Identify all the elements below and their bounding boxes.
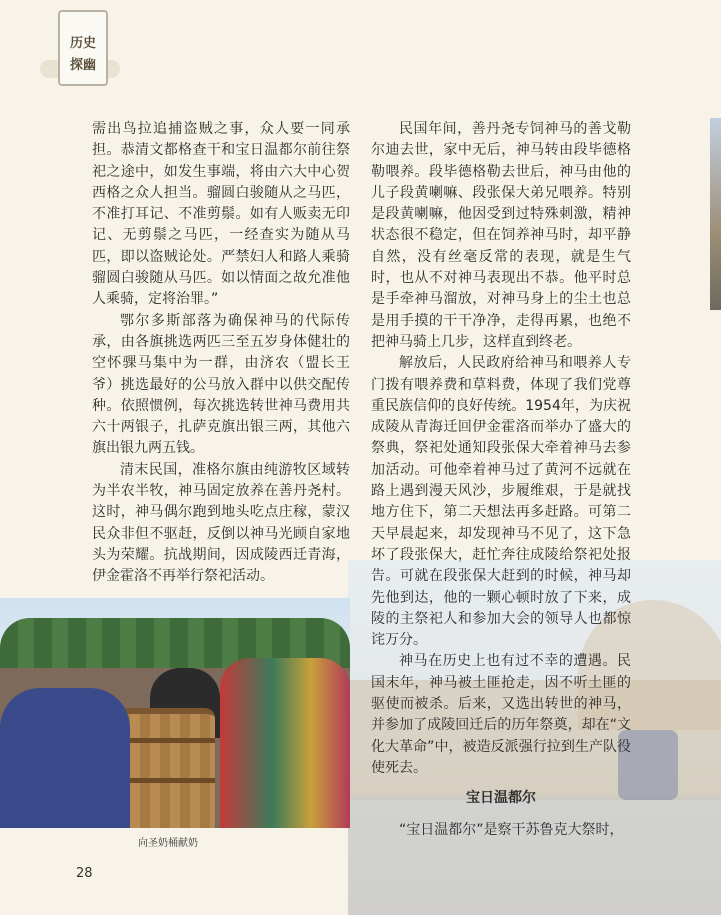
paragraph: 清末民国，准格尔旗由纯游牧区域转为半农半牧，神马固定放养在善丹尧村。这时，神马偶尔跑到地头吃点庄稼，蒙汉民众非但不驱赶，反倒以神马光顾自家地头为荣耀。抗战期间，因成陵西迁青海，伊金霍洛不再举行祭祀活动。 (92, 461, 350, 585)
paragraph: 需出鸟拉追捕盗贼之事，众人要一同承担。恭清文都格查干和宝日温都尔前往祭祀之途中，如发生事端，将由六大中心贺西格之众人担当。骝圆白骏随从之马匹，不准打耳记、不准剪鬃。如有人贩卖无印记、无剪鬃之马匹，一经查实为随从马匹，即以盗贼论处。严禁妇人和路人乘骑骝圆白骏随从马匹。如以情面之故允准他人乘骑，定将治罪。” (92, 121, 350, 308)
edge-photo-fragment (710, 118, 721, 310)
page-number: 28 (76, 866, 93, 881)
paragraph: 神马在历史上也有过不幸的遭遇。民国末年，神马被土匪抢走，因不听土匪的驱使而被杀。后来，又选出转世的神马，并参加了成陵回迁后的历年祭奠，却在“文化大革命”中，被造反派强行拉到生产队役使死去。 (371, 653, 631, 776)
left-text-column (92, 119, 350, 588)
milk-offering-photo (0, 598, 350, 828)
paragraph: “宝日温都尔”是察干苏鲁克大祭时， (399, 821, 624, 838)
paragraph: 解放后，人民政府给神马和喂养人专门拨有喂养费和草料费，体现了我们党尊重民族信仰的良好传统。1954年，为庆祝成陵从青海迁回伊金霍洛而举办了盛大的祭典，祭祀处通知段张保大牵着神马去参加活动。可他牵着神马过了黄河不远就在路上遇到漫天风沙，步履维艰，于是就找地方住下，第二天想法再多赶路。可第二天早晨起来，却发现神马不见了，这下急坏了段张保大，赶忙奔往成陵给祭祀处报告。可就在段张保大赶到的时候，神马却先他到达，他的一颗心顿时放了下来，成陵的主祭祀人和参加大会的领导人也都惊诧万分。 (371, 355, 631, 649)
paragraph: 民国年间，善丹尧专饲神马的善戈勒尔迪去世，家中无后，神马转由段毕德格勒喂养。段毕德格勒去世后，神马由他的儿子段黄喇嘛、段张保大弟兄喂养。特别是段黄喇嘛，他因受到过特殊刺激，精神状态很不稳定，但在饲养神马时，却平静自然，没有丝毫反常的表现，就是生气时，也从不对神马表现出不恭。他平时总是手牵神马溜放，对神马身上的尘土也总是用手摸的干干净净，走得再累，也绝不把神马骑上几步，这样直到终老。 (371, 121, 631, 350)
right-text-column (371, 119, 631, 841)
section-tag-line2: 探幽 (69, 58, 96, 73)
subheading: 宝日温都尔 (466, 790, 536, 807)
paragraph: 鄂尔多斯部落为确保神马的代际传承，由各旗挑选两匹三至五岁身体健壮的空怀骒马集中为一群，由济农（盟长王爷）挑选最好的公马放入群中以供交配传种。依照惯例，每次挑选转世神马费用共六十两银子，扎萨克旗出银三两，其他六旗出银九两五钱。 (92, 312, 350, 457)
section-tag (58, 10, 108, 86)
section-tag-line1: 历史 (69, 36, 96, 51)
photo-caption: 向圣奶桶献奶 (138, 838, 198, 849)
